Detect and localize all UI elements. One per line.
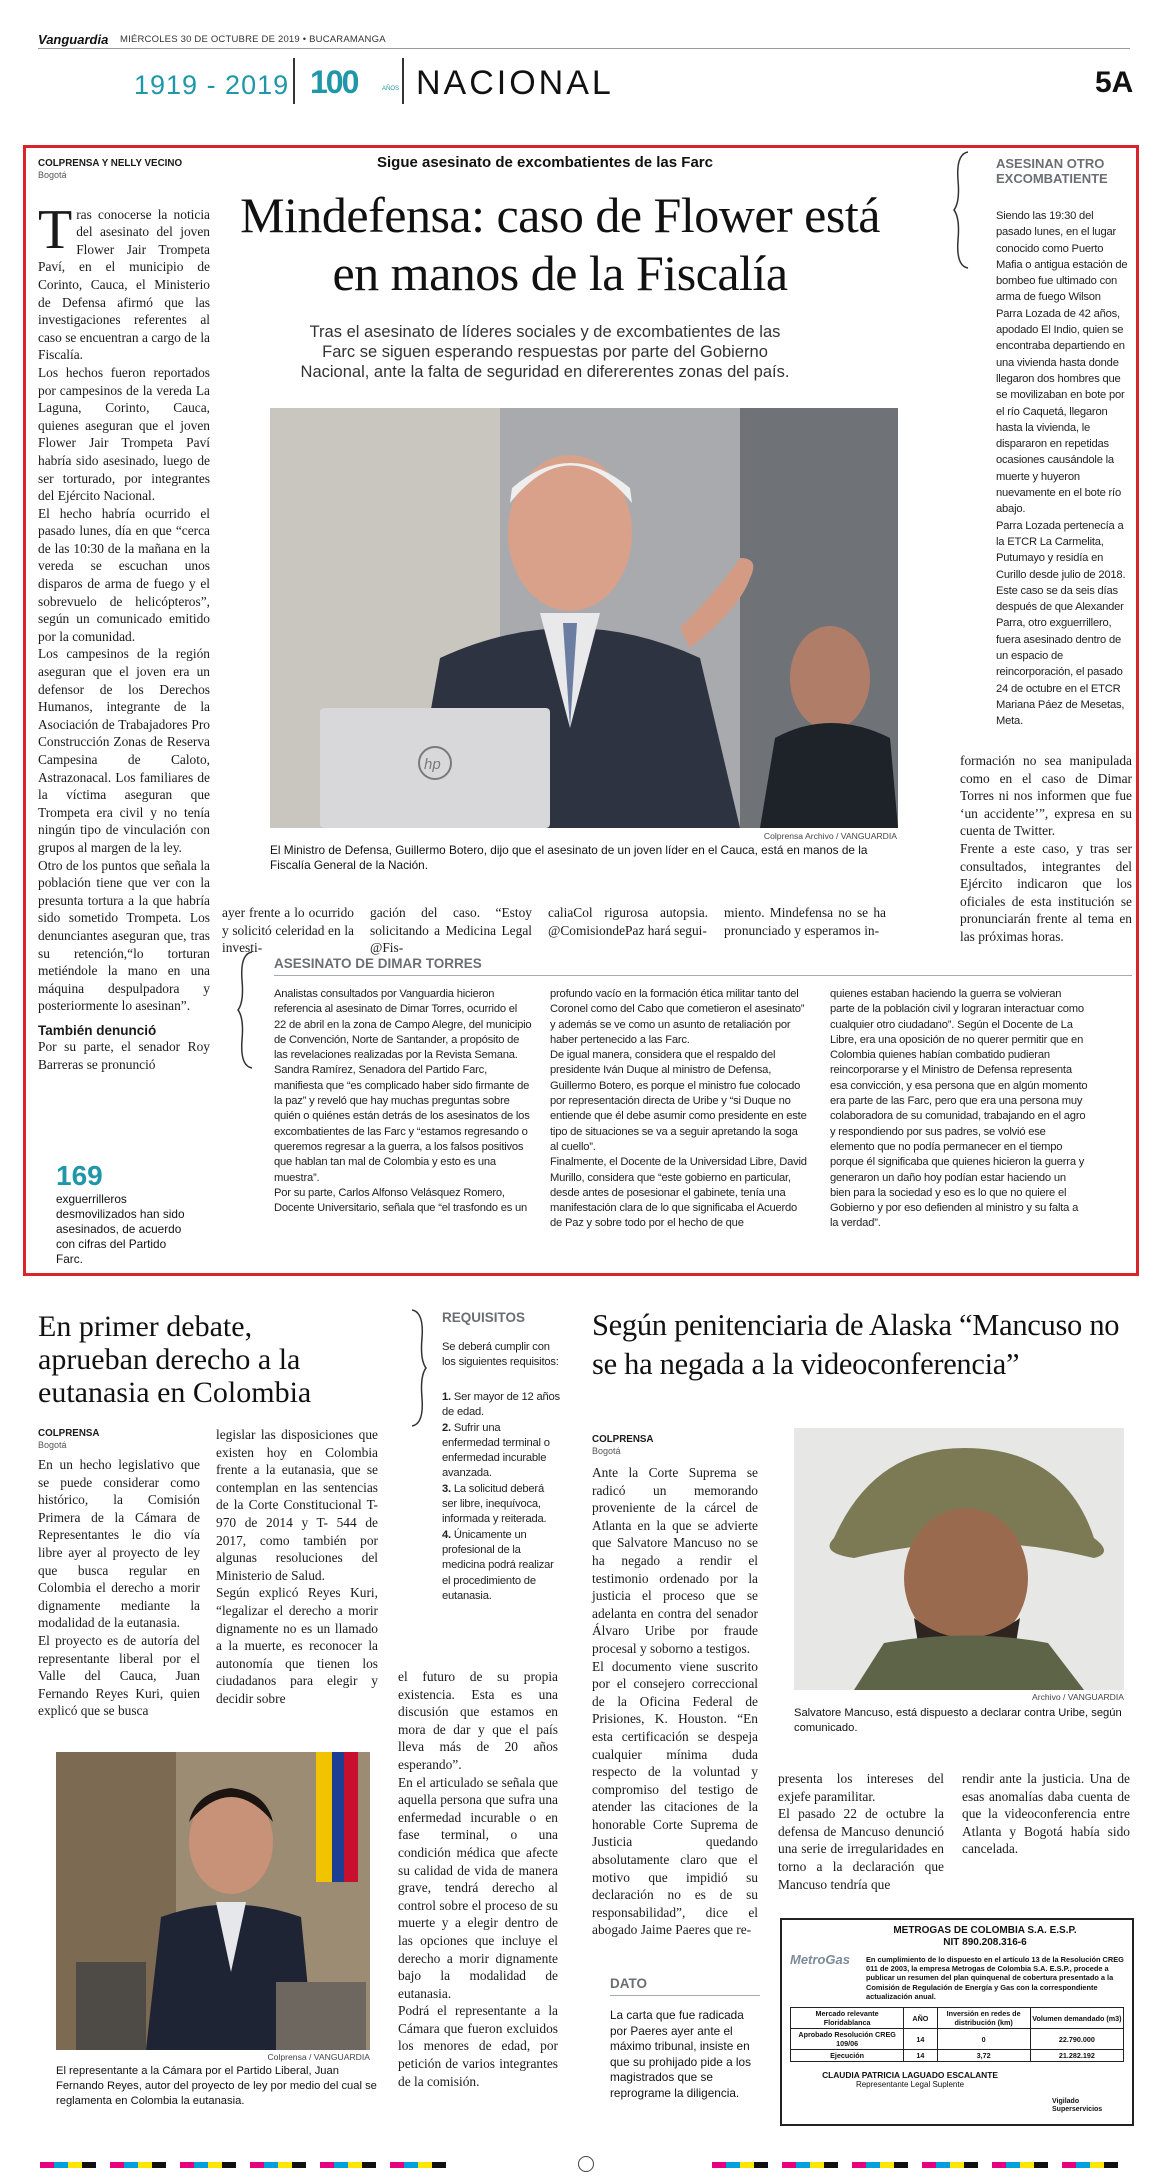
- masthead: [38, 32, 1138, 102]
- ad-text: En cumplimiento de lo dispuesto en el artículo 13 de la Resolución CREG 011 de 2003, la empresa Metrogas de Colombia S.A. E.S.P., procede a publicar un resumen del plan quinquenal de cobertura presentado a la Comisión de Regulación de Energía y Gas con la correspondiente actualización anual.: [866, 1955, 1124, 2001]
- main-kicker: Sigue asesinato de excombatientes de las Farc: [377, 154, 713, 171]
- main-subheadline: Tras el asesinato de líderes sociales y de excombatientes de las Farc se siguen esperando respuestas por parte del Gobierno Nacional, ante la falta de seguridad en difererentes zonas del país.: [300, 323, 790, 381]
- eutanasia-photo: [56, 1752, 370, 2050]
- requisitos-intro: Se deberá cumplir con los siguientes requisitos:: [442, 1341, 559, 1369]
- under-col-3: caliaCol rigurosa autopsia. @ComisiondePaz hará segui-: [548, 905, 708, 938]
- under-col-1: ayer frente a lo ocurrido y solicitó celeridad en la investi-: [222, 905, 354, 956]
- under-col-2: gación del caso. “Estoy solicitando a Medicina Legal @Fis-: [370, 905, 532, 956]
- anniversary-years: 1919 - 2019: [134, 70, 290, 100]
- ad-table-row: Aprobado Resolución CREG 109/06 14 0 22.790.000: [791, 2029, 1124, 2050]
- centenary-sub: AÑOS: [382, 86, 400, 92]
- ad-title: METROGAS DE COLOMBIA S.A. E.S.P.: [893, 1925, 1077, 1936]
- mancuso-city: Bogotá: [592, 1446, 621, 1456]
- requisito-item: 3. La solicitud deberá ser libre, inequívoca, informada y reiterada.: [442, 1482, 547, 1526]
- page-number: 5A: [1095, 66, 1134, 99]
- ad-nit: NIT 890.208.316-6: [943, 1937, 1027, 1948]
- main-body-tail: Por su parte, el senador Roy Barreras se pronunció: [38, 1038, 210, 1072]
- sidebar-title: ASESINAN OTRO EXCOMBATIENTE: [996, 156, 1108, 186]
- ad-table: [790, 2007, 1124, 2062]
- registration-bar-right: [712, 2162, 1132, 2168]
- dimar-brace: [236, 950, 256, 1070]
- main-photo-credit: Colprensa Archivo / VANGUARDIA: [763, 831, 897, 841]
- ad-table-header: Mercado relevante Floridablanca AÑO Inversión en redes de distribución (km) Volumen demandado (m3): [791, 2008, 1124, 2029]
- eutanasia-headline: En primer debate, aprueban derecho a la eutanasia en Colombia: [38, 1310, 312, 1409]
- dimar-col-1: Analistas consultados por Vanguardia hicieron referencia al asesinato de Dimar Torres, ocurrido el 22 de abril en la zona de Campo Alegre, del municipio de Convención, Norte de Santander, a propósito de las revelaciones realizadas por la Revista Semana. Sandra Ramírez, Senadora del Partido Farc, manifiesta que “es complicado haber sido firmante de la paz” y reveló que hay muchas preguntas sobre quién o quiénes están detrás de los asesinatos de los excombatientes de las Farc y “estamos regresando o queremos regresar a la guerra, a los falsos positivos que hablan tan mal de Colombia y esto es una muestra”. Por su parte, Carlos Alfonso Velásquez Romero, Docente Universitario, señala que “el trasfondo es un: [274, 988, 532, 1215]
- representative-illustration: [56, 1752, 370, 2050]
- dimar-rule: [274, 975, 1132, 976]
- metrogas-ad: [780, 1918, 1134, 2126]
- stat-text: exguerrilleros desmovilizados han sido asesinados, de acuerdo con cifras del Partido Farc.: [56, 1192, 185, 1266]
- centenary-logo: [310, 64, 410, 100]
- masthead-divider: [293, 58, 295, 104]
- eutanasia-city: Bogotá: [38, 1440, 67, 1450]
- main-photo: [270, 408, 898, 828]
- main-body-text: Tras conocerse la noticia del asesinato del joven Flower Jair Trompeta Paví, en el municipio de Corinto, Cauca, el Ministerio de Defensa afirmó que las investigaciones referentes al caso se encuentran a cargo de la Fiscalía. Los hechos fueron reportados por campesinos de la vereda La Laguna, Corinto, Cauca, quienes aseguran que el joven Flower Jair Trompeta Paví habría sido asesinado, luego de ser torturado, por integrantes del Ejército Nacional. El hecho habría ocurrido el pasado lunes, día en que “cerca de las 10:30 de la mañana en la vereda se escuchan unos disparos de arma de fuego y el sobrevuelo de helicópteros”, según un comunicado emitido por la comunidad. Los campesinos de la región aseguran que el joven era un defensor de los Derechos Humanos, integrante de la Asociación de Trabajadores Pro Construcción Zonas de Reserva Campesina de Caloto, Astrazonacal. Los familiares de la víctima aseguran que Trompeta era civil y no tenía ningún tipo de vinculación con grupos al margen de la ley. Otro de los puntos que señala la población tiene que ver con la presunta tortura a la que habría sido sometido Trompeta. Los denunciantes aseguran que, tras su retención,“lo torturan metiéndole la mano en una máquina despulpadora y posteriormente lo asesinan”.: [38, 198, 210, 1014]
- eutanasia-photo-credit: Colprensa / VANGUARDIA: [267, 2052, 370, 2062]
- registration-crosshair: [578, 2156, 594, 2172]
- eutanasia-col-2: legislar las disposiciones que existen hoy en Colombia frente a la eutanasia, que se contemplan en las sentencias de la Corte Constitucional T- 970 de 2014 y T- 544 de 2017, como también por algunas resoluciones del Ministerio de Salud. Según explicó Reyes Kuri, “legalizar el derecho a morir dignamente no es un llamado a la muerte, es reconocer la autonomía que tienen los ciudadanos para elegir y decidir sobre: [216, 1427, 378, 1706]
- ad-signer-role: Representante Legal Suplente: [855, 2080, 965, 2090]
- requisito-item: 4. Únicamente un profesional de la medicina podrá realizar el procedimiento de eutanasia.: [442, 1528, 554, 1602]
- stat-number: 169: [56, 1160, 103, 1191]
- under-col-4: miento. Mindefensa no se ha pronunciado y esperamos in-: [724, 905, 886, 938]
- ad-vigilado: Vigilado Superservicios: [1052, 2098, 1103, 2113]
- drop-cap: T: [38, 198, 73, 261]
- centenary-number: 100: [310, 64, 358, 100]
- masthead-divider-2: [402, 58, 404, 104]
- mancuso-photo: [794, 1428, 1124, 1690]
- mancuso-col-3: rendir ante la justicia. Una de esas anomalías daba cuenta de que la videoconferencia entre Atlanta y Bogotá había sido cancelada.: [962, 1771, 1130, 1857]
- mancuso-byline: COLPRENSA: [592, 1434, 654, 1445]
- mancuso-col-2: presenta los intereses del exjefe paramilitar. El pasado 22 de octubre la defensa de Mancuso denunció una serie de irregularidades en torno a la declaración que Mancuso tendría que: [778, 1771, 944, 1892]
- ad-table-row: Ejecución 14 3,72 21.282.192: [791, 2050, 1124, 2062]
- mancuso-headline-part-2: a la videoconferencia”: [744, 1347, 1020, 1381]
- main-photo-caption: El Ministro de Defensa, Guillermo Botero, dijo que el asesinato de un joven líder en el Cauca, está en manos de la Fiscalía General de la Nación.: [270, 843, 868, 872]
- mancuso-photo-credit: Archivo / VANGUARDIA: [1031, 1692, 1124, 1702]
- section-name: NACIONAL: [416, 64, 614, 102]
- newspaper-logo: Vanguardia: [38, 32, 109, 47]
- dimar-col-2: profundo vacío en la formación ética militar tanto del Coronel como del Cabo que cometieron el asesinato” y además se ve como un asunto de retaliación por haber pertenecido a las Farc. De igual manera, considera que el respaldo del presidente Iván Duque al ministro de Defensa, Guillermo Botero, es porque el ministro fue colocado por representación directa de Uribe y “si Duque no entiende que él debe asumir como presidente en este tipo de situaciones se va a seguir apretando la soga al cuello”. Finalmente, el Docente de la Universidad Libre, David Murillo, considera que “este gobierno en particular, desde antes de posesionar el gabinete, tenía una manifestación clara de lo que significaba el Acuerdo de Paz y sobre todo por el hecho de que: [550, 988, 807, 1230]
- mancuso-photo-caption: Salvatore Mancuso, está dispuesto a declarar contra Uribe, según comunicado.: [794, 1707, 1122, 1734]
- mancuso-headline: [592, 1306, 1140, 1384]
- dato-text: La carta que fue radicada por Paeres ayer ante el máximo tribunal, insiste en que su prohijado pide a los magistrados que se reprograme la diligencia.: [610, 2008, 752, 2100]
- ad-signer: CLAUDIA PATRICIA LAGUADO ESCALANTE: [822, 2070, 998, 2081]
- main-headline: Mindefensa: caso de Flower está en manos de la Fiscalía: [240, 187, 880, 301]
- requisitos-brace: [408, 1308, 428, 1428]
- mancuso-illustration: [794, 1428, 1124, 1690]
- registration-bar-left: [40, 2162, 460, 2168]
- minister-illustration: [270, 408, 898, 828]
- eutanasia-byline: COLPRENSA: [38, 1428, 100, 1439]
- laptop-logo: hp: [424, 756, 441, 773]
- mancuso-headline-part-1: Según penitenciaria de Alaska “Mancuso no se ha negada: [592, 1308, 1120, 1381]
- requisito-item: 1. Ser mayor de 12 años de edad.: [442, 1391, 560, 1419]
- dato-rule: [610, 1995, 760, 1996]
- requisito-item: 2. Sufrir una enfermedad terminal o enfermedad incurable avanzada.: [442, 1421, 550, 1480]
- dimar-col-3: quienes estaban haciendo la guerra se volvieran parte de la población civil y lograran interactuar como cualquier otro ciudadano”. Según el Docente de La Libre, era una oposición de no querer permitir que en Colombia quienes habían combatido pudieran reincorporarse y el Ministro de Defensa representa esa convicción, y esa persona que en algún momento era parte de las Farc, pero que era una persona muy colaboradora de su comunidad, trabajando en el agro y respondiendo por sus padres, se volvió ese elemento que no podía permanecer en el tiempo porque él significaba que quienes hicieron la guerra y generaron un daño hoy podían estar haciendo un bien para la sociedad y eso es lo que no quiere el Gobierno y por eso defienden al ministro y su falta a la verdad”.: [830, 988, 1088, 1230]
- main-byline: COLPRENSA Y NELLY VECINO: [38, 158, 183, 169]
- mancuso-col-1: Ante la Corte Suprema se radicó un memorando proveniente de la cárcel de Atlanta en la que se advierte que Salvatore Mancuso no se ha negado a rendir el testimonio ordenado por la justicia el proceso que se adelanta en contra del senador Álvaro Uribe por fraude procesal y soborno a testigos. El documento viene suscrito por el consejero correccional de la Oficina Federal de Prisiones, K. Houston. “En esta certificación se despeja cualquier mínima duda respecto de la voluntad y compromiso del testigo de atender las citaciones de la honorable Corte Suprema de Justicia quedando absolutamente claro que el motivo que impidió su declaración no es de su responsabilidad”, dice el abogado Jaime Paeres que re-: [592, 1465, 758, 1938]
- eutanasia-col-3: el futuro de su propia existencia. Esta es una discusión que estamos en mora de dar y que el país lleva más de 20 años esperando”. En el articulado se señala que aquella persona que sufra una enfermedad incurable o en fase terminal, o una condición médica que afecte su calidad de vida de manera grave, tendrá derecho al control sobre el proceso de su muerte y a elegir dentro de las opciones que incluye el derecho a morir dignamente bajo la modalidad de eutanasia. Podrá el representante a la Cámara que fueron excluidos los menores de edad, por petición de varios integrantes de la comisión.: [398, 1669, 558, 2089]
- requisitos-title: REQUISITOS: [442, 1310, 526, 1325]
- masthead-rule: [38, 48, 1130, 49]
- main-city: Bogotá: [38, 170, 67, 180]
- eutanasia-col-1: En un hecho legislativo que se puede considerar como histórico, la Comisión Primera de la Cámara de Representantes le dio vía libre ayer al proyecto de ley que busca regular en Colombia el derecho a morir dignamente mediante la modalidad de la eutanasia. El proyecto es de autoría del representante liberal por el Valle del Cauca, Juan Fernando Reyes Kuri, quien explicó que se busca: [38, 1457, 200, 1719]
- sidebar-text: Siendo las 19:30 del pasado lunes, en el lugar conocido como Puerto Mafia o antigua estación de bombeo fue ultimado con arma de fuego Wilson Parra Lozada de 42 años, apodado El Indio, quien se encontraba departiendo en una vivienda hasta donde llegaron dos hombres que se movilizaban en bote por el río Caquetá, llegaron hasta la vivienda, le dispararon en repetidas ocasiones causándole la muerte y huyeron nuevamente en el bote río abajo. Parra Lozada pertenecía a la ETCR La Carmelita, Putumayo y residía en Curillo desde julio de 2018. Este caso se da seis días después de que Alexander Parra, otro exguerrillero, fuera asesinado dentro de un espacio de reincorporación, el pasado 24 de octubre en el ETCR Mariana Páez de Mesetas, Meta.: [996, 210, 1128, 728]
- main-column-1: [38, 188, 210, 1073]
- main-subhead: También denunció: [38, 1022, 157, 1038]
- eutanasia-photo-caption: El representante a la Cámara por el Partido Liberal, Juan Fernando Reyes, autor del proyecto de ley por medio del cual se reglamenta en Colombia la eutanasia.: [56, 2065, 377, 2107]
- ad-logo: MetroGas: [790, 1952, 850, 1967]
- main-column-5: formación no sea manipulada como en el caso de Dimar Torres ni nos informen que fue ‘un accidente’”, expresa en su cuenta de Twitter. Frente a este caso, y tras ser consultados, integrantes del Ejército indicaron que los oficiales de esta institución se pronunciarán frente al tema en las próximas horas.: [960, 753, 1132, 944]
- requisitos-list: [442, 1390, 560, 1604]
- dateline: MIÉRCOLES 30 DE OCTUBRE DE 2019 • BUCARAMANGA: [120, 34, 386, 45]
- dato-title: DATO: [610, 1976, 647, 1991]
- sidebar-brace: [952, 150, 972, 270]
- dimar-title: ASESINATO DE DIMAR TORRES: [274, 956, 482, 971]
